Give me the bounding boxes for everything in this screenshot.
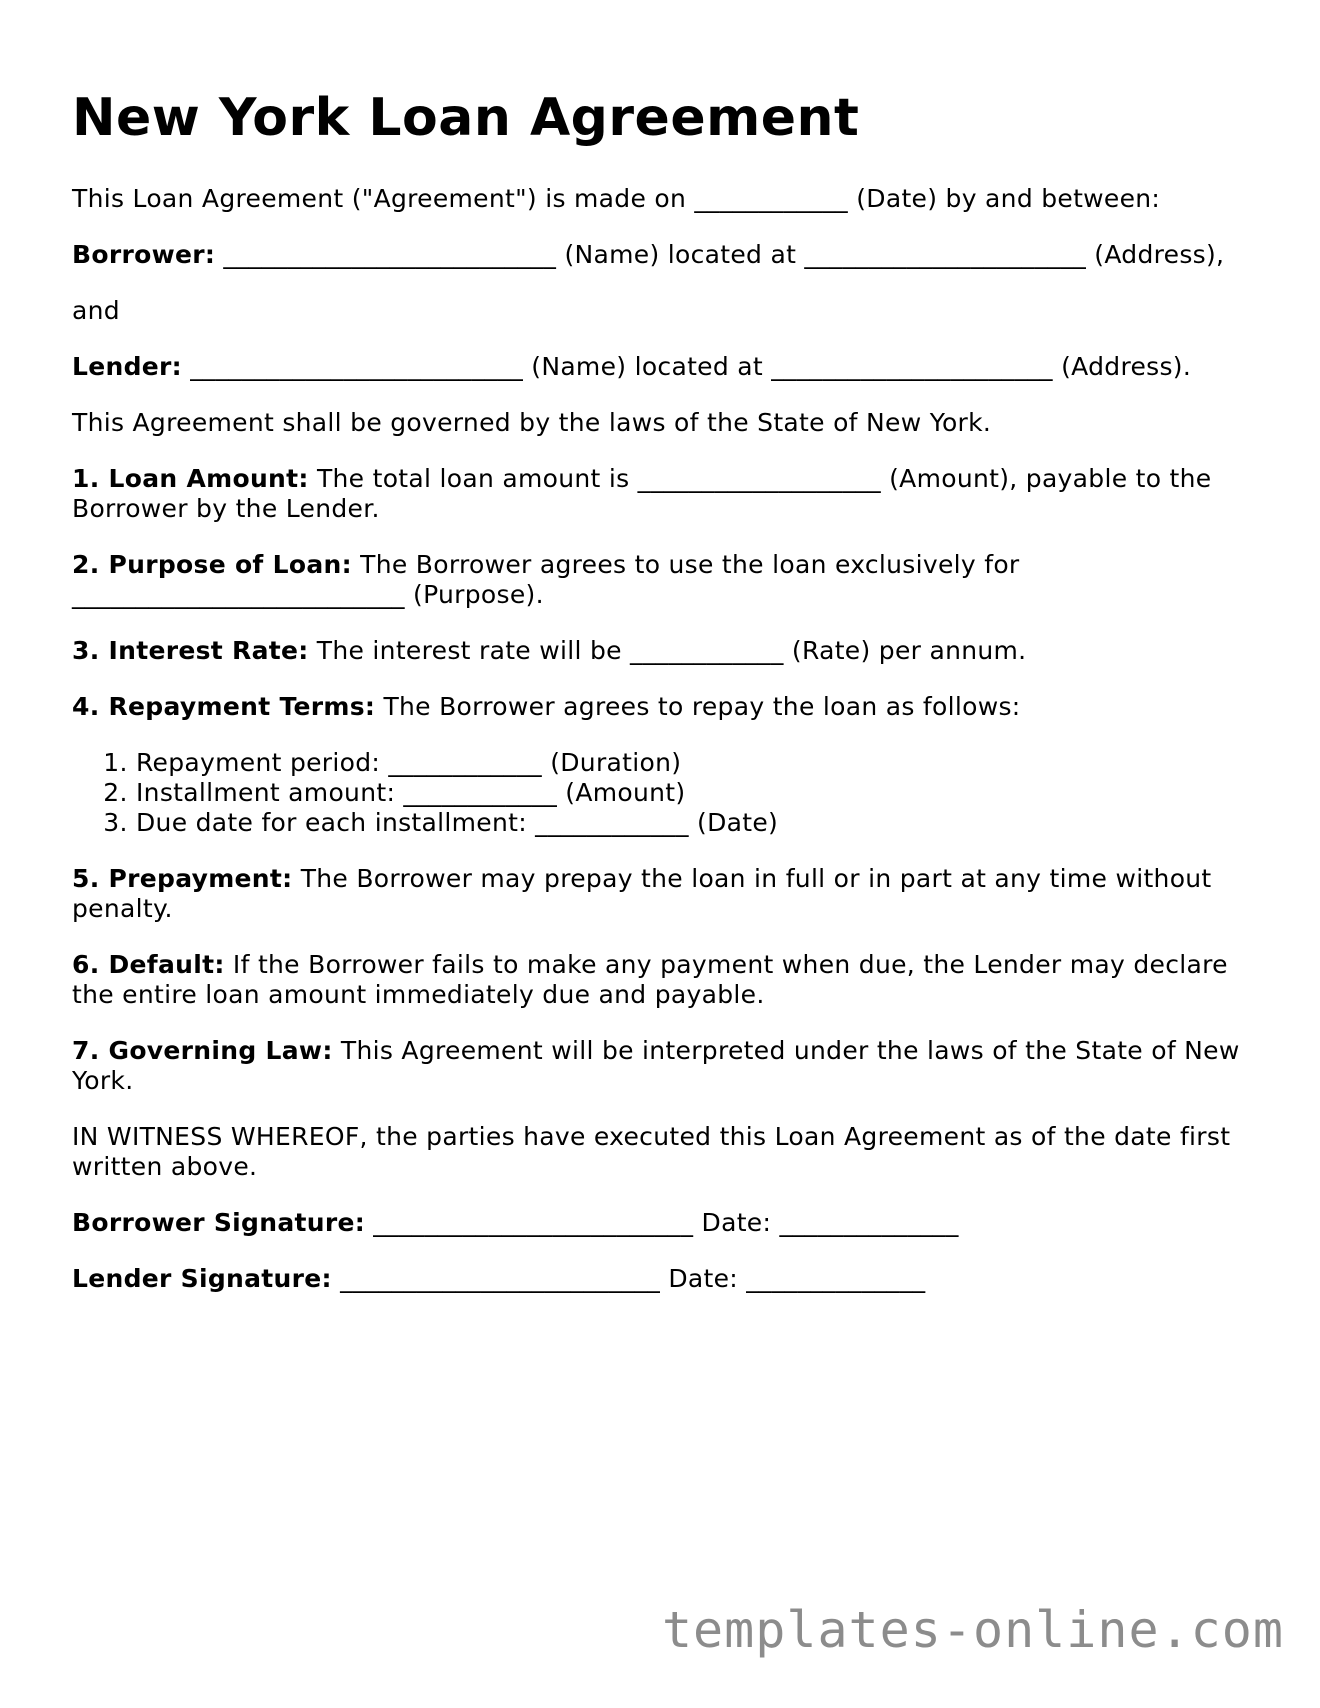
- lender-signature-line: [72, 1264, 1252, 1294]
- section-loan-amount: [72, 464, 1252, 524]
- watermark: templates-online.com: [661, 1601, 1284, 1659]
- governed-paragraph: This Agreement shall be governed by the laws of the State of New York.: [72, 408, 992, 437]
- section-text: The Borrower may prepay the loan in full or in part at any time without penalty.: [72, 864, 1212, 923]
- section-prepayment: [72, 864, 1252, 924]
- section-text: The interest rate will be ____________ (Rate) per annum.: [308, 636, 1027, 665]
- list-item: 2. Installment amount: ____________ (Amount): [136, 778, 1252, 808]
- section-text: The total loan amount is ___________________ (Amount), payable to the Borrower by the Lender.: [72, 464, 1212, 523]
- document-title: New York Loan Agreement: [72, 88, 860, 148]
- repayment-list: [72, 748, 1252, 838]
- section-label: 7. Governing Law:: [72, 1036, 333, 1065]
- intro-text: This Loan Agreement ("Agreement") is made on ____________ (Date) by and between:: [72, 184, 1161, 213]
- section-text: This Agreement will be interpreted under the laws of the State of New York.: [72, 1036, 1240, 1095]
- and-paragraph: and: [72, 296, 120, 325]
- section-label: 3. Interest Rate:: [72, 636, 309, 665]
- signature-label: Borrower Signature:: [72, 1208, 366, 1237]
- borrower-paragraph: [72, 240, 1252, 270]
- borrower-label: Borrower:: [72, 240, 216, 269]
- section-text: If the Borrower fails to make any payment when due, the Lender may declare the entire loan amount immediately due and payable.: [72, 950, 1228, 1009]
- section-label: 2. Purpose of Loan:: [72, 550, 352, 579]
- section-label: 5. Prepayment:: [72, 864, 293, 893]
- signature-text: _________________________ Date: ______________: [365, 1208, 959, 1237]
- section-purpose: [72, 550, 1252, 610]
- section-label: 4. Repayment Terms:: [72, 692, 376, 721]
- list-item: 1. Repayment period: ____________ (Duration): [136, 748, 1252, 778]
- intro-paragraph: [72, 184, 1252, 214]
- section-governing-law: [72, 1036, 1252, 1096]
- section-text: The Borrower agrees to repay the loan as follows:: [375, 692, 1021, 721]
- list-item: 3. Due date for each installment: ____________ (Date): [136, 808, 1252, 838]
- lender-label: Lender:: [72, 352, 182, 381]
- borrower-text: __________________________ (Name) located at ______________________ (Address),: [215, 240, 1225, 269]
- lender-text: __________________________ (Name) located at ______________________ (Address).: [181, 352, 1192, 381]
- lender-paragraph: [72, 352, 1252, 382]
- section-label: 1. Loan Amount:: [72, 464, 309, 493]
- section-repayment-terms: [72, 692, 1252, 722]
- section-default: [72, 950, 1252, 1010]
- section-interest-rate: [72, 636, 1252, 666]
- section-text: The Borrower agrees to use the loan exclusively for __________________________ (Purpose).: [72, 550, 1020, 609]
- signature-label: Lender Signature:: [72, 1264, 332, 1293]
- document-page: [72, 88, 1252, 1320]
- section-label: 6. Default:: [72, 950, 225, 979]
- witness-paragraph: IN WITNESS WHEREOF, the parties have executed this Loan Agreement as of the date first written above.: [72, 1122, 1231, 1181]
- signature-text: _________________________ Date: ______________: [331, 1264, 926, 1293]
- borrower-signature-line: [72, 1208, 1252, 1238]
